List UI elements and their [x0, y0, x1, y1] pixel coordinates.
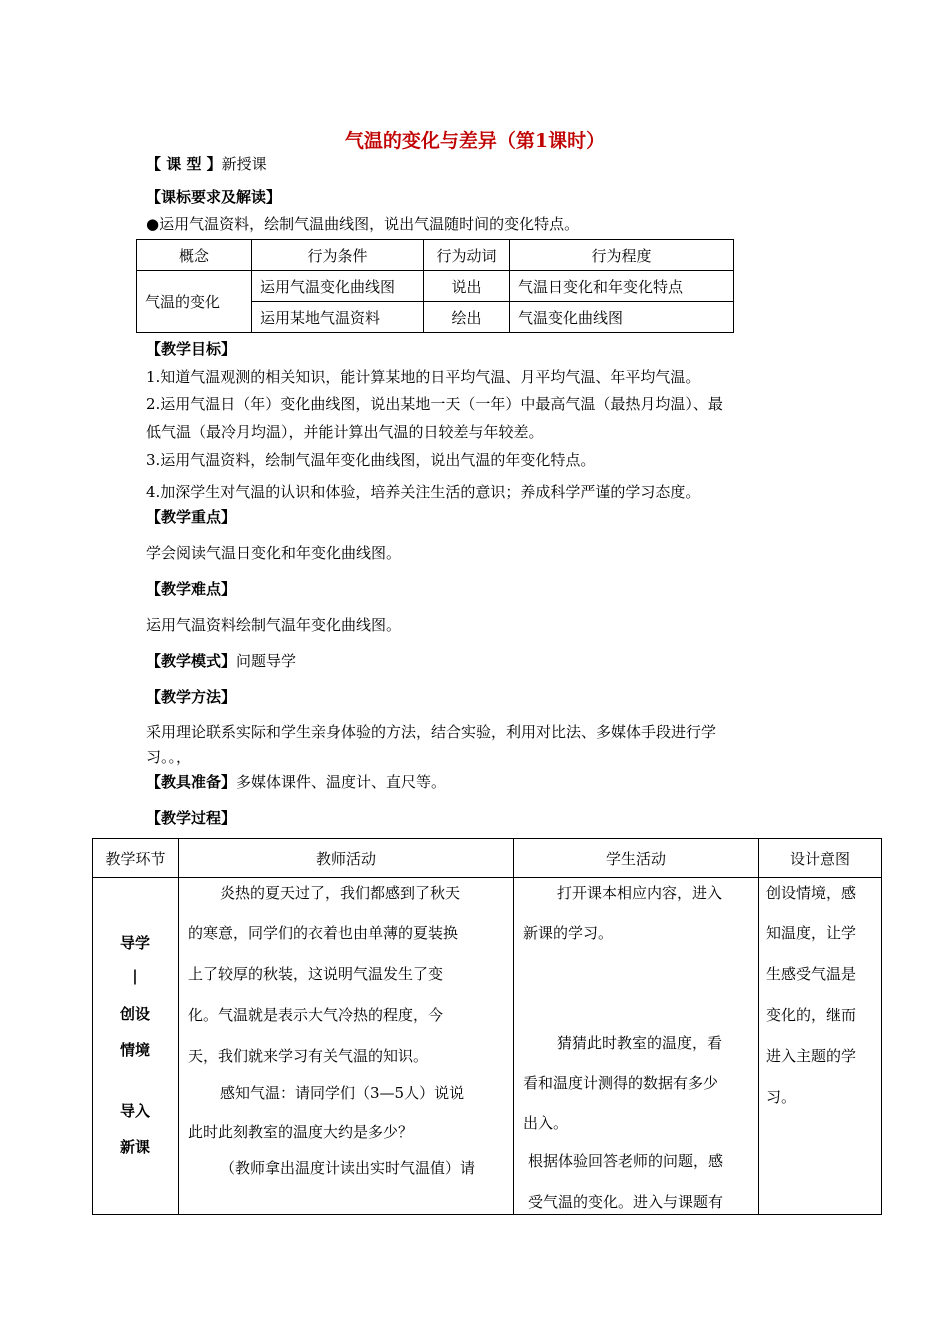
- condition-cell: 运用气温变化曲线图: [252, 271, 424, 302]
- header-teacher: 教师活动: [179, 839, 514, 878]
- teacher-cell: [179, 878, 514, 1215]
- student-line: 出入。: [523, 1114, 569, 1132]
- key-point-text: 学会阅读气温日变化和年变化曲线图。: [146, 544, 402, 562]
- verb-cell: 绘出: [424, 302, 510, 333]
- method-line: 习。。，: [146, 748, 192, 766]
- intent-line: 生感受气温是: [766, 965, 857, 983]
- intent-line: 知温度，让学: [766, 924, 857, 942]
- goal-line: 3.运用气温资料，绘制气温年变化曲线图，说出气温的年变化特点。: [146, 451, 596, 469]
- stage-cell: [93, 878, 179, 1215]
- intent-cell: [759, 878, 882, 1215]
- teacher-line: 的寒意，同学们的衣着也由单薄的夏装换: [188, 924, 459, 942]
- student-cell: [514, 878, 759, 1215]
- condition-cell: 运用某地气温资料: [252, 302, 424, 333]
- mode-heading: 【教学模式】: [146, 652, 237, 670]
- student-line: 根据体验回答老师的问题，感: [528, 1152, 724, 1170]
- difficulty-text: 运用气温资料绘制气温年变化曲线图。: [146, 616, 402, 634]
- method-heading: 【教学方法】: [146, 688, 237, 706]
- header-student: 学生活动: [514, 839, 759, 878]
- teacher-line: 天，我们就来学习有关气温的知识。: [188, 1047, 429, 1065]
- standard-table: [136, 239, 734, 333]
- header-verb: 行为动词: [424, 240, 510, 271]
- intent-line: 进入主题的学: [766, 1047, 857, 1065]
- teacher-line: 上了较厚的秋装，这说明气温发生了变: [188, 965, 444, 983]
- process-table: [92, 838, 882, 1215]
- table-row: [137, 271, 734, 302]
- tools-line: [146, 771, 446, 792]
- teacher-line: 此时此刻教室的温度大约是多少？: [188, 1123, 414, 1141]
- header-stage: 教学环节: [93, 839, 179, 878]
- teacher-line: 化。气温就是表示大气冷热的程度，今: [188, 1006, 444, 1024]
- goal-line: 1.知道气温观测的相关知识，能计算某地的日平均气温、月平均气温、年平均气温。: [146, 368, 701, 386]
- tools-text: 多媒体课件、温度计、直尺等。: [236, 773, 447, 791]
- stage-text: |: [132, 967, 138, 985]
- goal-line: 2.运用气温日（年）变化曲线图，说出某地一天（一年）中最高气温（最热月均温）、最: [146, 395, 723, 413]
- document-title: 气温的变化与差异（第1课时）: [344, 130, 606, 152]
- stage-text: 创设: [119, 1005, 150, 1023]
- standard-table-header: [137, 240, 734, 271]
- student-line: 猜猜此时教室的温度，看: [557, 1034, 723, 1052]
- mode-line: [146, 650, 296, 671]
- process-heading: 【教学过程】: [146, 809, 237, 827]
- teacher-line: 炎热的夏天过了，我们都感到了秋天: [220, 884, 461, 902]
- lesson-type-value: 新授课: [221, 155, 267, 173]
- stage-text: 新课: [119, 1138, 150, 1156]
- header-condition: 行为条件: [252, 240, 424, 271]
- header-concept: 概念: [137, 240, 252, 271]
- teacher-line: （教师拿出温度计读出实时气温值）请: [220, 1159, 476, 1177]
- intent-line: 创设情境，感: [766, 884, 857, 902]
- intent-line: 习。: [766, 1088, 797, 1106]
- verb-cell: 说出: [424, 271, 510, 302]
- lesson-type-line: [146, 153, 267, 174]
- stage-text: 导入: [119, 1102, 150, 1120]
- standard-bullet: ●运用气温资料，绘制气温曲线图，说出气温随时间的变化特点。: [146, 215, 580, 233]
- student-line: 打开课本相应内容，进入: [557, 884, 723, 902]
- standard-heading: 【课标要求及解读】: [146, 188, 282, 206]
- method-line: 采用理论联系实际和学生亲身体验的方法，结合实验，利用对比法、多媒体手段进行学: [146, 723, 717, 741]
- header-degree: 行为程度: [510, 240, 734, 271]
- student-line: 看和温度计测得的数据有多少: [523, 1074, 719, 1092]
- goal-line: 低气温（最冷月均温），并能计算出气温的日较差与年较差。: [146, 423, 544, 441]
- header-intent: 设计意图: [759, 839, 882, 878]
- process-table-header: [93, 839, 882, 878]
- goal-line: 4.加深学生对气温的认识和体验，培养关注生活的意识；养成科学严谨的学习态度。: [146, 483, 701, 501]
- difficulty-heading: 【教学难点】: [146, 580, 237, 598]
- goals-heading: 【教学目标】: [146, 340, 237, 358]
- student-line: 新课的学习。: [523, 924, 614, 942]
- key-point-heading: 【教学重点】: [146, 508, 237, 526]
- intent-line: 变化的，继而: [766, 1006, 857, 1024]
- stage-text: 情境: [119, 1041, 150, 1059]
- teacher-line: 感知气温：请同学们（3—5人）说说: [220, 1084, 465, 1102]
- student-line: 受气温的变化。进入与课题有: [528, 1193, 724, 1211]
- mode-text: 问题导学: [236, 652, 297, 670]
- degree-cell: 气温变化曲线图: [510, 302, 734, 333]
- table-row: [93, 878, 882, 1215]
- stage-text: 导学: [119, 934, 150, 952]
- concept-cell: 气温的变化: [137, 271, 252, 333]
- lesson-type-label: 【 课 型 】: [146, 155, 222, 173]
- degree-cell: 气温日变化和年变化特点: [510, 271, 734, 302]
- tools-heading: 【教具准备】: [146, 773, 237, 791]
